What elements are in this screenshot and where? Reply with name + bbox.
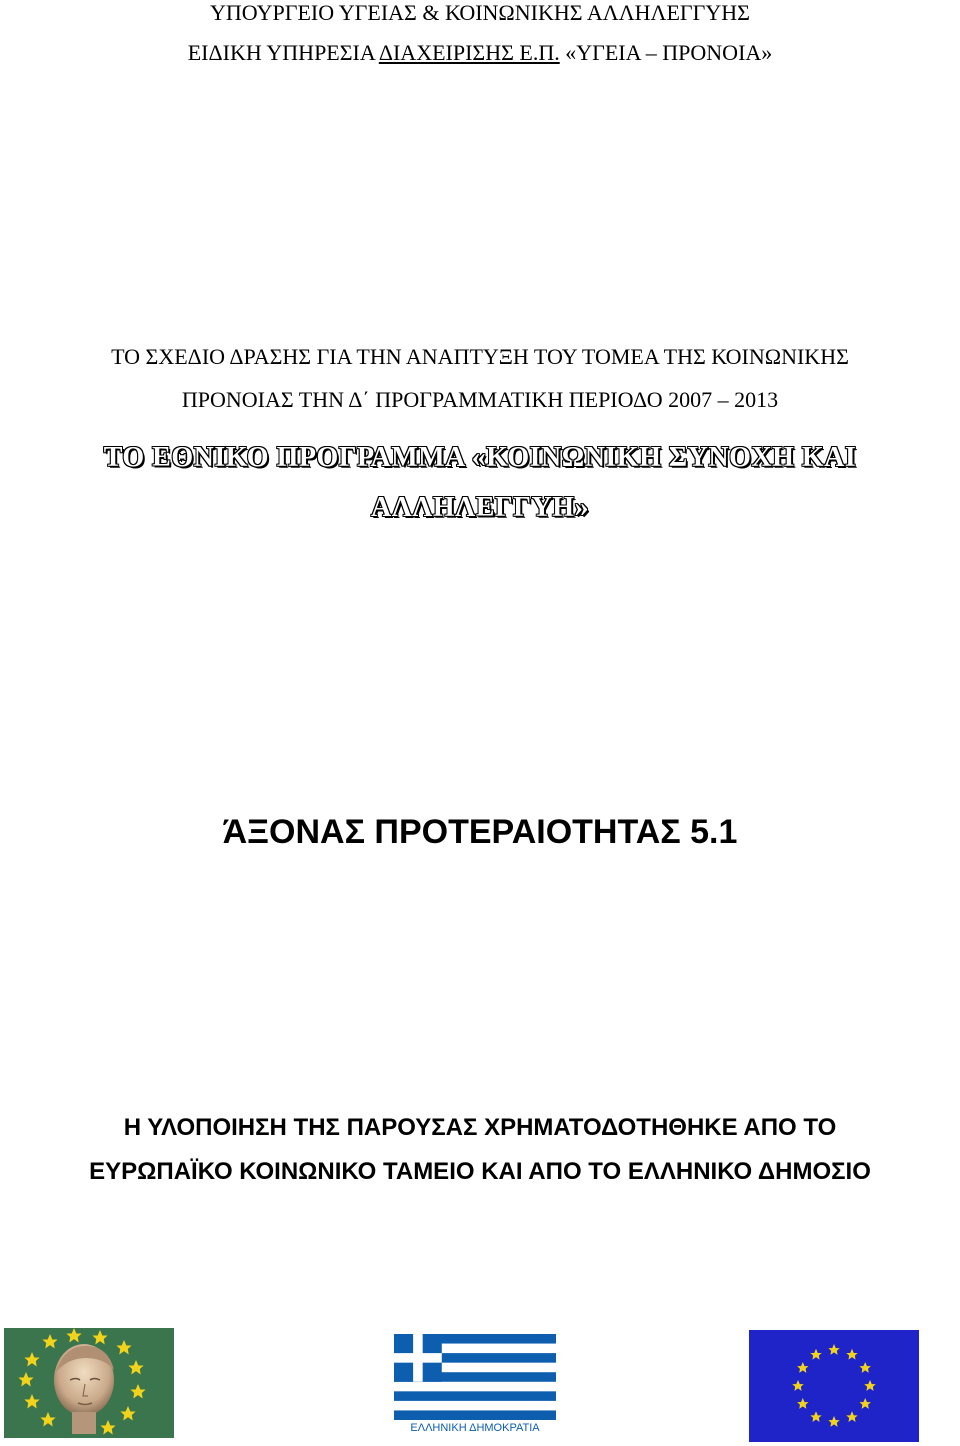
programme-title-line-2: ΑΛΛΗΛΕΓΓΥΗ» xyxy=(370,492,589,523)
plan-title-line-1: ΤΟ ΣΧΕΔΙΟ ΔΡΑΣΗΣ ΓΙΑ ΤΗΝ ΑΝΑΠΤΥΞΗ ΤΟΥ ΤΟΜΕΑ ΤΗΣ ΚΟΙΝΩΝΙΚΗΣ xyxy=(111,344,849,369)
funding-note-line-2: ΕΥΡΩΠΑΪΚΟ ΚΟΙΝΩΝΙΚΟ ΤΑΜΕΙΟ ΚΑΙ ΑΠΟ ΤΟ ΕΛΛΗΝΙΚΟ ΔΗΜΟΣΙΟ xyxy=(89,1158,871,1185)
managing-authority-underlined: ΔΙΑΧΕΙΡΙΣΗΣ Ε.Π. xyxy=(378,40,560,65)
eu-flag-icon xyxy=(749,1330,919,1442)
managing-authority-suffix: «ΥΓΕΙΑ – ΠΡΟΝΟΙΑ» xyxy=(559,40,773,65)
managing-authority-prefix: ΕΙΔΙΚΗ ΥΠΗΡΕΣΙΑ xyxy=(187,40,379,65)
greek-flag-caption: ΕΛΛΗΝΙΚΗ ΔΗΜΟΚΡΑΤΙΑ xyxy=(410,1422,540,1434)
ministry-hygeia-logo-icon xyxy=(4,1328,174,1438)
ministry-name: ΥΠΟΥΡΓΕΙΟ ΥΓΕΙΑΣ & ΚΟΙΝΩΝΙΚΗΣ ΑΛΛΗΛΕΓΓΥΗΣ xyxy=(210,0,750,25)
priority-axis-title: ΆΞΟΝΑΣ ΠΡΟΤΕΡΑΙΟΤΗΤΑΣ 5.1 xyxy=(222,813,738,851)
managing-authority xyxy=(0,42,960,64)
plan-title-line-2: ΠΡΟΝΟΙΑΣ ΤΗΝ Δ΄ ΠΡΟΓΡΑΜΜΑΤΙΚΗ ΠΕΡΙΟΔΟ 2007 – 2013 xyxy=(181,387,779,412)
funding-note-line-1: Η ΥΛΟΠΟΙΗΣΗ ΤΗΣ ΠΑΡΟΥΣΑΣ ΧΡΗΜΑΤΟΔΟΤΗΘΗΚΕ ΑΠΟ ΤΟ xyxy=(123,1114,837,1141)
programme-title-line-1: ΤΟ ΕΘΝΙΚΟ ΠΡΟΓΡΑΜΜΑ «ΚΟΙΝΩΝΙΚΗ ΣΥΝΟΧΗ ΚΑΙ xyxy=(103,442,857,473)
